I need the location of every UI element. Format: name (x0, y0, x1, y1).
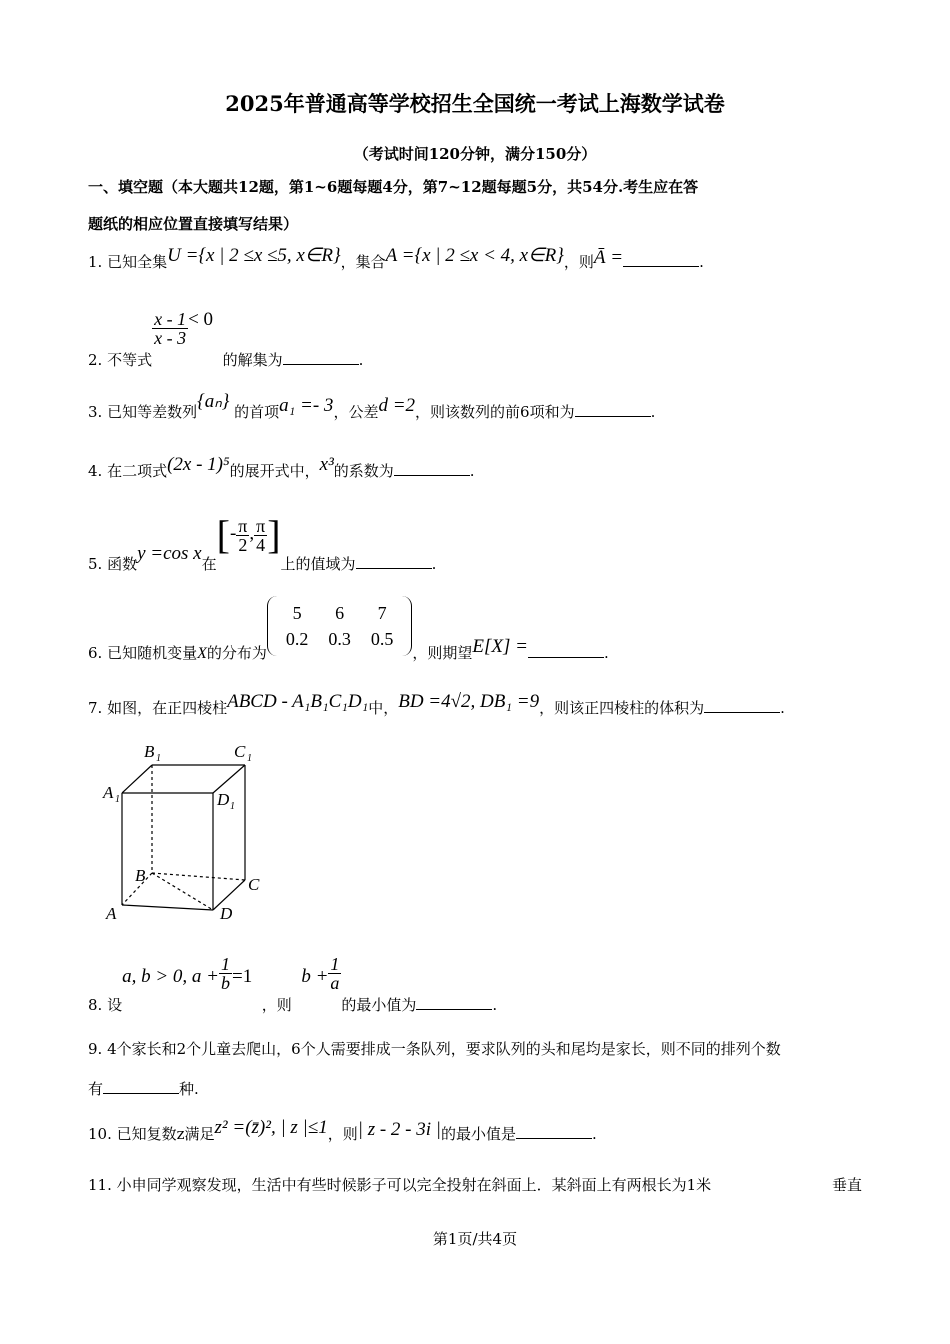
label-c1: C (234, 742, 246, 761)
q10-text: ，则 (327, 1125, 358, 1143)
value: 5 (292, 603, 302, 623)
answer-blank[interactable] (394, 461, 470, 476)
prism-figure (95, 735, 275, 930)
numerator: π (256, 515, 266, 536)
numerator: 1 (330, 954, 340, 974)
period: . (592, 1125, 597, 1143)
q2-relation: < 0 (188, 308, 214, 330)
denominator: b (221, 973, 230, 993)
q7-text: ，则该正四棱柱的体积为 (539, 699, 705, 717)
q5-fraction-1 (236, 517, 249, 554)
q8-fraction-1 (219, 955, 232, 992)
q7-text: 7. 如图，在正四棱柱 (88, 699, 228, 717)
question-6 (88, 596, 609, 662)
question-9-line1: 9. 4个家长和2个儿童去爬山，6个人需要排成一条队列，要求队列的头和尾均是家长，则不同的排列个数 (88, 1040, 781, 1058)
q10-expression: | z - 2 - 3i | (357, 1119, 442, 1140)
answer-blank[interactable] (416, 995, 492, 1010)
q5-fraction-2 (254, 517, 267, 554)
subscript: 1 (247, 753, 252, 764)
question-10 (88, 1117, 597, 1143)
question-7 (88, 691, 785, 717)
q3-sequence: {aₙ} (197, 391, 230, 412)
period: . (780, 699, 785, 717)
q4-text: 4. 在二项式 (88, 462, 168, 480)
q10-text: 10. 已知复数z满足 (88, 1125, 215, 1143)
q5-function: y =cos x (137, 543, 202, 564)
subscript: 1 (156, 753, 161, 764)
probability: 0.5 (370, 629, 394, 649)
q6-text: 的分布为 (206, 644, 267, 662)
q3-text: 的首项 (234, 403, 280, 421)
q5-text: 上的值域为 (280, 555, 356, 573)
q5-text: 在 (201, 555, 217, 573)
period: . (358, 350, 364, 369)
question-5: 5. 函数y =cos x在[- $\frac{\pi}{2}$ , $\frac{\pi}{4}$ ]上的值域为 . (88, 512, 437, 573)
q3-text: ，则该数列的前6项和为 (415, 403, 575, 421)
answer-blank[interactable] (103, 1079, 179, 1094)
q2-text: 2. 不等式 (88, 350, 153, 369)
answer-blank[interactable] (356, 554, 432, 569)
label-a: A (106, 904, 117, 923)
question-4 (88, 454, 475, 480)
numerator: π (238, 515, 248, 536)
probability: 0.2 (285, 629, 309, 649)
question-11 (88, 1178, 711, 1193)
q10-condition: z² =(z̄)², | z |≤1 (214, 1117, 328, 1138)
period: . (699, 253, 704, 271)
q3-text: 3. 已知等差数列 (88, 403, 198, 421)
q3-text: ，公差 (333, 403, 379, 421)
numerator: x - 1 (154, 309, 187, 329)
denominator: 2 (238, 534, 248, 555)
q6-text: 6. 已知随机变量 (88, 644, 198, 662)
q10-text: 的最小值是 (441, 1125, 517, 1143)
q9-text: 有 (88, 1080, 104, 1098)
q4-text: 的展开式中， (229, 462, 320, 480)
section-header-line2: 题纸的相应位置直接填写结果） (88, 215, 299, 233)
q1-text: ，集合 (340, 253, 386, 271)
q2-text: 的解集为 (222, 350, 283, 369)
label-c: C (248, 875, 260, 894)
q1-text: 1. 已知全集 (88, 253, 168, 271)
distribution-matrix (267, 596, 413, 656)
q1-complement: Ā = (593, 247, 624, 268)
q8-text: ，则 (261, 995, 292, 1014)
q9-text: 种. (179, 1080, 199, 1098)
q2-fraction (152, 310, 188, 347)
question-9-line2 (88, 1079, 199, 1097)
section-header-line1: 一、填空题（本大题共12题，第1~6题每题4分，第7~12题每题5分，共54分.考生应在答 (88, 178, 699, 196)
page-title: 2025年普通高等学校招生全国统一考试上海数学试卷 (225, 91, 725, 116)
answer-blank[interactable] (623, 252, 699, 267)
q7-prism: ABCD - A₁B₁C₁D₁ (227, 691, 369, 712)
q6-text: ，则期望 (412, 644, 473, 662)
label-d: D (220, 904, 233, 923)
q3-first-term: a₁ =- 3 (279, 395, 334, 416)
period: . (650, 403, 656, 421)
q1-text: ，则 (563, 253, 594, 271)
q6-variable: X (197, 645, 207, 662)
q8-text: 8. 设 (88, 995, 123, 1014)
question-1 (88, 245, 704, 271)
q8-expression: b + (301, 965, 329, 987)
question-3 (88, 391, 656, 421)
label-a1: A (103, 783, 114, 802)
q4-term: x³ (319, 454, 334, 475)
left-bracket: [ (216, 512, 230, 557)
q5-text: 5. 函数 (88, 555, 138, 573)
answer-blank[interactable] (283, 350, 359, 365)
period: . (603, 644, 609, 662)
exam-info: （考试时间120分钟，满分150分） (353, 145, 597, 163)
q6-expectation: E[X] = (472, 636, 528, 657)
subscript: 1 (115, 794, 120, 805)
q4-binomial: (2x - 1)⁵ (167, 454, 230, 475)
denominator: x - 3 (154, 328, 187, 348)
q8-fraction-2 (328, 955, 341, 992)
question-2 (88, 308, 364, 369)
q8-condition: a, b > 0, a + (122, 965, 219, 987)
q7-conditions: BD =4√2, DB₁ =9 (398, 691, 540, 712)
q1-universal-set: U ={x | 2 ≤x ≤5, x∈R} (167, 245, 341, 266)
right-bracket: ] (267, 512, 281, 557)
q11-text: 11. 小申同学观察发现，生活中有些时候影子可以完全投射在斜面上．某斜面上有两根长为1米 (88, 1176, 712, 1194)
value: 6 (335, 603, 345, 623)
q3-difference: d =2 (378, 395, 416, 416)
period: . (431, 555, 437, 573)
period: . (492, 995, 498, 1014)
q8-text: 的最小值为 (341, 995, 417, 1014)
denominator: 4 (256, 534, 266, 555)
probability: 0.3 (328, 629, 351, 649)
answer-blank[interactable] (575, 402, 651, 417)
numerator: 1 (221, 954, 230, 974)
value: 7 (377, 603, 387, 623)
label-d1: D (217, 790, 230, 809)
period: . (469, 462, 475, 480)
label-b: B (135, 866, 146, 885)
q4-text: 的系数为 (333, 462, 394, 480)
subscript: 1 (230, 801, 235, 812)
q8-equals: =1 (232, 965, 253, 987)
q1-set-a: A ={x | 2 ≤x < 4, x∈R} (385, 245, 564, 266)
q7-text: 中， (368, 699, 399, 717)
answer-blank[interactable] (704, 698, 780, 713)
page-footer: 第1页/共4页 (432, 1230, 518, 1248)
answer-blank[interactable] (516, 1124, 592, 1139)
denominator: a (330, 973, 340, 993)
question-8 (88, 954, 498, 1014)
question-11-continued: 垂直 (832, 1176, 863, 1194)
minus-sign: - (229, 523, 237, 544)
answer-blank[interactable] (528, 643, 604, 658)
label-b1: B (144, 742, 155, 761)
